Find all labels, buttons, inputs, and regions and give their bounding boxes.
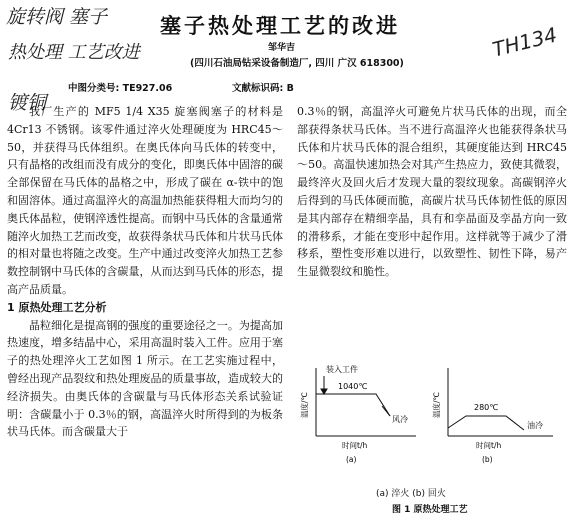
a-temp-label: 1040℃	[338, 382, 368, 391]
b-xlabel: 时间t/h	[476, 441, 502, 450]
a-load-label: 装入工件	[326, 365, 358, 374]
document-code: 文献标识码: B	[232, 83, 294, 94]
a-load-arrowhead	[321, 389, 327, 394]
continued-paragraph: 0.3％的钢，高温淬火可避免片状马氏体的出现，而全部获得条状马氏体。当不进行高温淬火也能获得条状马氏体和片状马氏体的混合组织，其硬度能达到 HRC45～50。高温快速加热会对其产生热应力，致使其微裂，最终淬火及回火后才发现大量的裂纹现象。高碳钢淬火后得到的马氏体硬而脆，高碳片状马氏体韧性低的原因是其内部存在精细孪晶，具有和孪晶面及孪晶方向一致的滑移系，才能在变形中起作用。这样就等于减少了滑移系，塑性变形难以进行，以致塑性、韧性下降，易产生显微裂纹和脆性。	[297, 105, 567, 279]
b-temperature-curve	[448, 416, 524, 430]
handwritten-note-2: 热处理 工艺改进	[8, 42, 140, 63]
b-panel-label: (b)	[482, 455, 493, 464]
section-1-paragraph: 晶粒细化是提高钢的强度的重要途径之一。为提高加热速度，增多结晶中心，采用高温时装入工件。应用于塞子的热处理淬火工艺如图 1 所示。在工艺实施过程中，曾经出现产品裂纹和热处理废品的质量事故，造成较大的经济损失。由奥氏体的含碳量与马氏体形态关系试验证明：含碳量小于 0.3％的钢，高温淬火时所得到的为板条状马氏体。而含碳量大于	[7, 318, 283, 439]
section-1-heading: 1 原热处理工艺分析	[7, 300, 107, 314]
a-ylabel: 温度/℃	[300, 392, 309, 418]
a-panel-label: (a)	[346, 455, 357, 464]
a-temperature-curve	[316, 394, 390, 416]
article-author: 邹华吉	[268, 43, 296, 53]
right-column	[297, 103, 567, 281]
figure-caption: 图 1 原热处理工艺	[392, 505, 468, 515]
author-affiliation: (四川石油局钻采设备制造厂, 四川 广汉 618300)	[190, 58, 404, 69]
b-temp-label: 280℃	[474, 403, 499, 412]
handwritten-code: TH134	[490, 22, 560, 62]
a-cool-label: 风冷	[392, 415, 408, 424]
b-ylabel: 温度/℃	[432, 392, 441, 418]
left-column	[7, 103, 283, 441]
a-cool-arrow	[382, 406, 390, 416]
intro-paragraph: 我厂生产的 MF5 1/4 X35 旋塞阀塞子的材料是 4Cr13 不锈钢。该零件通过淬火处理硬度为 HRC45～50，并获得马氏体组织。在奥氏体向马氏体的转变中，只有晶格的改组而没有成分的变化，即奥氏体中固溶的碳全部保留在马氏体的晶格之中，形成了碳在 α-铁中的饱和固溶体。通过高温淬火的高温加热能获得粗大而均匀的奥氏体晶粒，使钢淬透性提高。而钢中马氏体的含量通常随淬火加热工艺而改变，故获得条状马氏体和片状马氏体的相对量也将随之改变。生产中通过改变淬火加热工艺参数控制钢中马氏体的含碳量，从而达到马氏体的形态，提高产品质量。	[7, 105, 283, 296]
handwritten-note-3: 镀铜	[8, 92, 47, 114]
figure-1	[298, 356, 568, 526]
handwritten-note-1: 旋转阀 塞子	[6, 6, 108, 28]
figure-legend: (a) 淬火 (b) 回火	[376, 489, 446, 499]
quench-process-plot	[316, 368, 416, 436]
a-xlabel: 时间t/h	[342, 441, 368, 450]
b-cool-label: 油冷	[527, 421, 543, 430]
article-title: 塞子热处理工艺的改进	[160, 14, 400, 38]
classification-number: 中图分类号: TE927.06	[68, 83, 173, 94]
process-diagram	[298, 356, 568, 526]
